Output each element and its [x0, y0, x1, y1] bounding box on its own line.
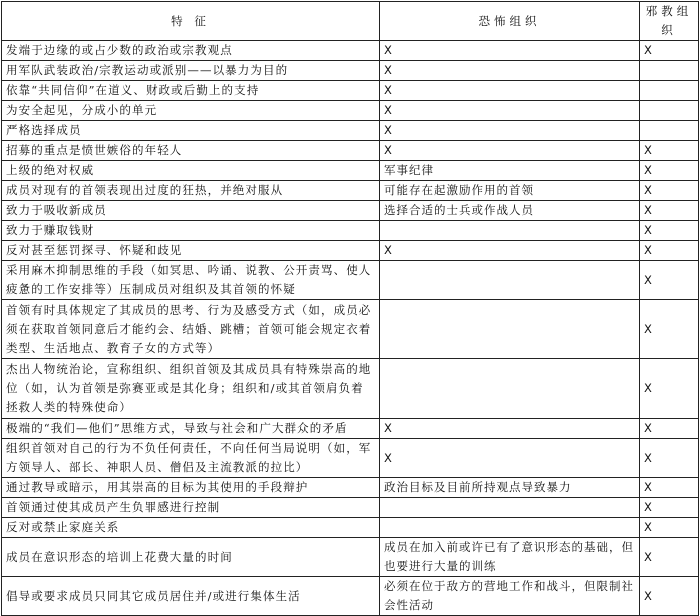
cell-terrorist: X — [380, 101, 640, 121]
cell-cult: X — [640, 141, 699, 161]
cell-cult: X — [640, 538, 699, 577]
cell-terrorist: X — [380, 241, 640, 261]
cell-feature: 采用麻木抑制思维的手段（如冥思、吟诵、说教、公开责骂、使人疲惫的工作安排等）压制成员对组织及其首领的怀疑 — [2, 261, 380, 300]
table-row — [2, 439, 699, 478]
cell-terrorist: X — [380, 141, 640, 161]
cell-feature: 用军队武装政治/宗教运动或派别——以暴力为目的 — [2, 61, 380, 81]
cell-terrorist: 成员在加入前或许已有了意识形态的基础，但也要进行大量的训练 — [380, 538, 640, 577]
table-row — [2, 518, 699, 538]
cell-cult: X — [640, 577, 699, 616]
header-cult: 邪教组织 — [640, 2, 699, 41]
cell-terrorist — [380, 518, 640, 538]
cell-feature: 极端的“我们—他们”思维方式，导致与社会和广大群众的矛盾 — [2, 419, 380, 439]
table-row — [2, 201, 699, 221]
cell-cult — [640, 121, 699, 141]
cell-feature: 依靠“共同信仰”在道义、财政或后勤上的支持 — [2, 81, 380, 101]
cell-cult: X — [640, 201, 699, 221]
cell-feature: 为安全起见，分成小的单元 — [2, 101, 380, 121]
cell-terrorist: 政治目标及目前所持观点导致暴力 — [380, 478, 640, 498]
cell-cult: X — [640, 518, 699, 538]
table-row — [2, 498, 699, 518]
cell-terrorist: 选择合适的士兵或作战人员 — [380, 201, 640, 221]
cell-terrorist: X — [380, 81, 640, 101]
cell-feature: 杰出人物统治论，宣称组织、组织首领及其成员具有特殊崇高的地位（如，认为首领是弥赛亚或是其化身；组织和/或其首领肩负着拯救人类的特殊使命） — [2, 359, 380, 419]
table-row — [2, 161, 699, 181]
table-row — [2, 478, 699, 498]
cell-feature: 致力于赚取钱财 — [2, 221, 380, 241]
cell-cult: X — [640, 439, 699, 478]
cell-terrorist — [380, 221, 640, 241]
header-feature: 特 征 — [2, 2, 380, 41]
table-row — [2, 61, 699, 81]
cell-feature: 首领通过使其成员产生负罪感进行控制 — [2, 498, 380, 518]
cell-terrorist: X — [380, 419, 640, 439]
table-row — [2, 538, 699, 577]
cell-feature: 通过教导或暗示，用其崇高的目标为其使用的手段辩护 — [2, 478, 380, 498]
header-row — [2, 2, 699, 41]
cell-terrorist: X — [380, 439, 640, 478]
cell-cult — [640, 101, 699, 121]
table-row — [2, 241, 699, 261]
cell-terrorist: X — [380, 121, 640, 141]
cell-terrorist — [380, 300, 640, 359]
cell-terrorist: X — [380, 41, 640, 61]
cell-feature: 上级的绝对权威 — [2, 161, 380, 181]
table-body — [2, 41, 699, 616]
cell-feature: 成员在意识形态的培训上花费大量的时间 — [2, 538, 380, 577]
cell-feature: 招募的重点是愤世嫉俗的年轻人 — [2, 141, 380, 161]
table-row — [2, 577, 699, 616]
cell-terrorist: 军事纪律 — [380, 161, 640, 181]
table-row — [2, 221, 699, 241]
cell-cult — [640, 81, 699, 101]
table-row — [2, 141, 699, 161]
header-terrorist: 恐怖组织 — [380, 2, 640, 41]
cell-terrorist: 必须在位于敌方的营地工作和战斗，但限制社会性活动 — [380, 577, 640, 616]
table-row — [2, 41, 699, 61]
cell-cult: X — [640, 261, 699, 300]
table-row — [2, 300, 699, 359]
table-row — [2, 121, 699, 141]
cell-cult: X — [640, 498, 699, 518]
cell-terrorist: 可能存在起激励作用的首领 — [380, 181, 640, 201]
table-row — [2, 101, 699, 121]
cell-feature: 倡导或要求成员只同其它成员居住并/或进行集体生活 — [2, 577, 380, 616]
cell-feature: 发端于边缘的或占少数的政治或宗教观点 — [2, 41, 380, 61]
cell-cult: X — [640, 181, 699, 201]
table-row — [2, 359, 699, 419]
table-row — [2, 81, 699, 101]
cell-feature: 成员对现有的首领表现出过度的狂热，并绝对服从 — [2, 181, 380, 201]
cell-cult: X — [640, 41, 699, 61]
table-row — [2, 181, 699, 201]
cell-cult: X — [640, 300, 699, 359]
table-row — [2, 261, 699, 300]
cell-cult: X — [640, 419, 699, 439]
cell-feature: 首领有时具体规定了其成员的思考、行为及感受方式（如，成员必须在获取首领同意后才能约会、结婚、跳槽；首领可能会规定衣着类型、生活地点、教育子女的方式等） — [2, 300, 380, 359]
cell-feature: 严格选择成员 — [2, 121, 380, 141]
cell-terrorist: X — [380, 61, 640, 81]
cell-terrorist — [380, 359, 640, 419]
cell-cult: X — [640, 241, 699, 261]
cell-cult: X — [640, 359, 699, 419]
cell-feature: 反对甚至惩罚探寻、怀疑和歧见 — [2, 241, 380, 261]
cell-terrorist — [380, 498, 640, 518]
comparison-table — [1, 1, 699, 616]
cell-feature: 致力于吸收新成员 — [2, 201, 380, 221]
table-row — [2, 419, 699, 439]
cell-feature: 反对或禁止家庭关系 — [2, 518, 380, 538]
cell-cult: X — [640, 221, 699, 241]
cell-cult: X — [640, 161, 699, 181]
cell-terrorist — [380, 261, 640, 300]
cell-cult: X — [640, 478, 699, 498]
cell-cult — [640, 61, 699, 81]
cell-feature: 组织首领对自己的行为不负任何责任，不向任何当局说明（如，军方领导人、部长、神职人员、僧侣及主流教派的拉比） — [2, 439, 380, 478]
